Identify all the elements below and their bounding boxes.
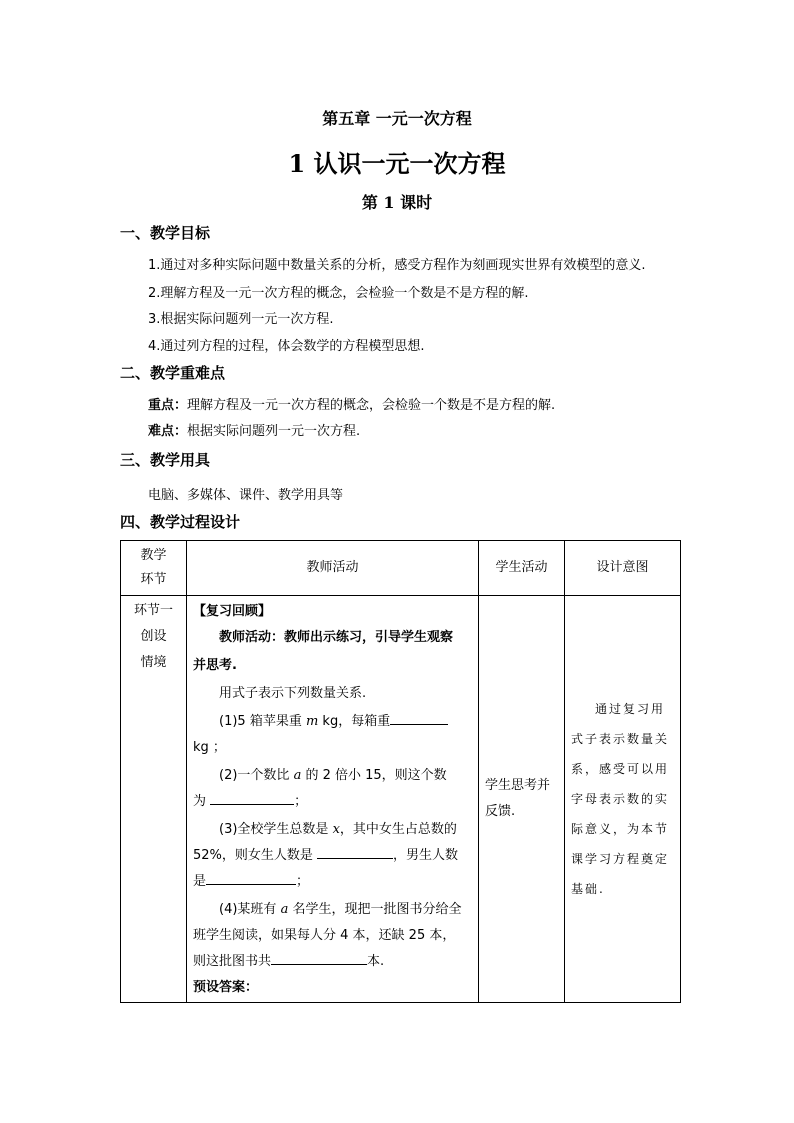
question-2 [219,764,447,783]
question-1-cont: kg ； [193,740,226,755]
question-4 [219,898,461,917]
variable: x [332,822,340,837]
question-text: ； [296,874,310,889]
variable: m [305,714,319,729]
question-text: ； [294,794,308,809]
student-line: 学生思考并 [485,778,551,793]
answer-blank[interactable] [317,845,393,859]
question-3 [219,818,457,837]
variable: a [280,902,289,917]
answer-blank[interactable] [271,951,367,965]
section-goals-title: 一、教学目标 [120,224,211,242]
question-4-cont [193,950,384,969]
section-key-points-title: 二、教学重难点 [120,364,226,382]
tools-text: 电脑、多媒体、课件、教学用具等 [148,488,344,503]
key-point-label: 重点： [148,398,188,413]
difficulty-point [148,420,360,439]
question-text: 名学生，现把一批图书分给全 [288,902,462,917]
key-point-text: 理解方程及一元一次方程的概念，会检验一个数是不是方程的解. [187,398,556,413]
question-text: (2)一个数比 [219,768,294,783]
chapter-title: 第五章 一元一次方程 [322,109,472,128]
teacher-activity-cell [187,596,479,1003]
stage-line: 创设 [140,629,167,644]
table-header-row [121,541,681,596]
goal-item: 3.根据实际问题列一元一次方程. [148,312,334,327]
key-point [148,394,555,413]
question-text: 则这批图书共 [193,954,272,969]
question-text: kg，每箱重 [318,714,391,729]
goal-item: 2.理解方程及一元一次方程的概念，会检验一个数是不是方程的解. [148,286,529,301]
answer-blank[interactable] [210,791,294,805]
table-row [121,596,681,1003]
prompt-text: 用式子表示下列数量关系. [219,686,367,701]
activity-line: 教师活动：教师出示练习，引导学生观察 [219,630,454,645]
period-title: 第 1 课时 [361,193,433,212]
activity-line: 并思考. [193,658,237,673]
header-stage-line: 教学 [140,548,167,563]
question-3-cont [193,870,309,889]
question-text: 本. [367,954,385,969]
question-1 [219,710,448,729]
stage-cell [121,596,187,1003]
goal-item: 1.通过对多种实际问题中数量关系的分析，感受方程作为刻画现实世界有效模型的意义. [148,258,646,273]
difficulty-text: 根据实际问题列一元一次方程. [187,424,361,439]
student-line: 反馈. [485,804,516,819]
question-text: 52%，则女生人数是 [193,848,318,863]
lesson-title: 1 认识一元一次方程 [288,149,506,178]
question-text: 是 [193,874,207,889]
review-title: 【复习回顾】 [193,604,272,619]
design-intent-text: 通过复习用式子表示数量关系，感受可以用字母表示数的实际意义，为本节课学习方程奠定基础. [571,702,670,896]
header-teacher: 教师活动 [187,541,479,596]
goal-item: 4.通过列方程的过程，体会数学的方程模型思想. [148,339,425,354]
question-text: (4)某班有 [219,902,281,917]
answer-label: 预设答案： [193,980,259,995]
variable: a [293,768,302,783]
design-intent-cell [565,596,681,1003]
student-activity-cell [479,596,565,1003]
header-student: 学生活动 [479,541,565,596]
header-stage-line: 环节 [140,572,167,587]
question-text: ，其中女生占总数的 [339,822,457,837]
question-text: 的 2 倍小 15，则这个数 [301,768,447,783]
question-4-cont: 班学生阅读，如果每人分 4 本，还缺 25 本， [193,928,456,943]
stage-line: 环节一 [133,603,173,618]
stage-line: 情境 [140,655,167,670]
question-text: ，男生人数 [393,848,459,863]
question-2-cont [193,790,307,809]
question-text: 为 [193,794,211,809]
question-3-cont [193,844,458,863]
difficulty-label: 难点： [148,424,188,439]
answer-blank[interactable] [390,711,448,725]
section-tools-title: 三、教学用具 [120,451,211,469]
answer-blank[interactable] [206,871,296,885]
header-stage [121,541,187,596]
header-intent: 设计意图 [565,541,681,596]
section-process-title: 四、教学过程设计 [120,513,241,531]
question-text: (1)5 箱苹果重 [219,714,306,729]
question-text: (3)全校学生总数是 [219,822,333,837]
process-table [120,540,681,1003]
